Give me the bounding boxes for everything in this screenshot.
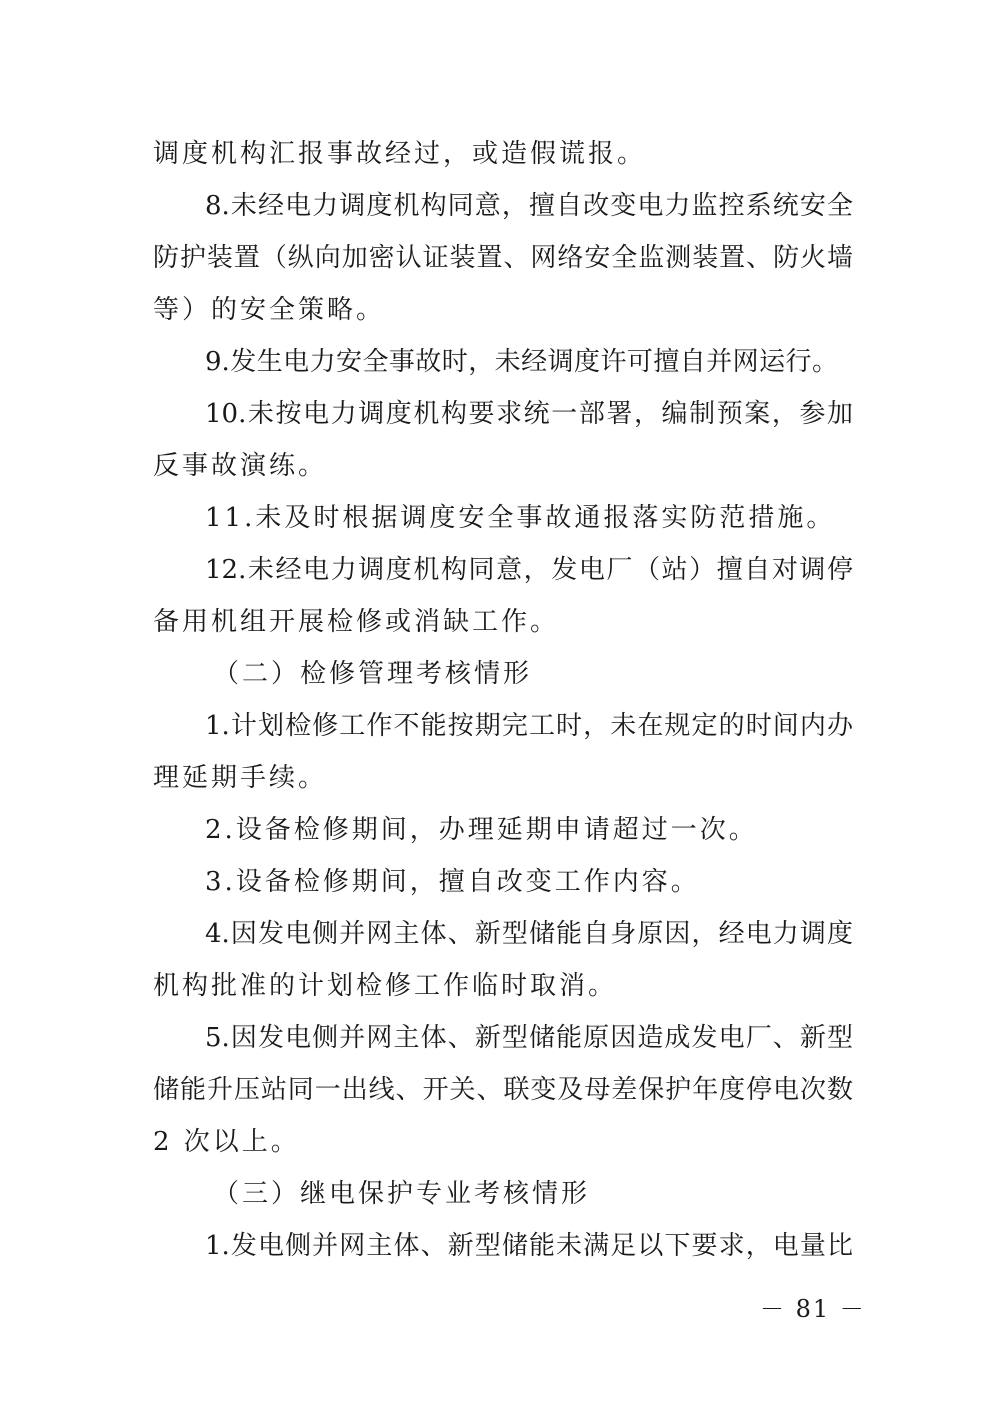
paragraph-line: 8.未经电力调度机构同意，擅自改变电力监控系统安全: [205, 191, 853, 221]
paragraph-line: 调度机构汇报事故经过，或造假谎报。: [153, 139, 647, 169]
paragraph-line: 反事故演练。: [153, 451, 328, 481]
paragraph-line: 理延期手续。: [153, 763, 328, 793]
paragraph-line: 防护装置（纵向加密认证装置、网络安全监测装置、防火墙: [153, 243, 853, 273]
paragraph-line: 10.未按电力调度机构要求统一部署，编制预案，参加: [205, 399, 853, 429]
page-number: － 81 －: [760, 1295, 866, 1323]
paragraph-line: 1.发电侧并网主体、新型储能未满足以下要求，电量比: [205, 1231, 853, 1261]
paragraph-line: 储能升压站同一出线、开关、联变及母差保护年度停电次数: [153, 1075, 853, 1105]
paragraph-line: 12.未经电力调度机构同意，发电厂（站）擅自对调停: [205, 555, 853, 585]
paragraph-line: 2.设备检修期间，办理延期申请超过一次。: [205, 815, 758, 845]
paragraph-line: 3.设备检修期间，擅自改变工作内容。: [205, 867, 700, 897]
paragraph-line: 9.发生电力安全事故时，未经调度许可擅自并网运行。: [205, 347, 838, 377]
paragraph-line: 5.因发电侧并网主体、新型储能原因造成发电厂、新型: [205, 1023, 853, 1053]
section-heading: （二）检修管理考核情形: [213, 659, 533, 689]
paragraph-line: 11.未及时根据调度安全事故通报落实防范措施。: [205, 503, 836, 533]
section-heading: （三）继电保护专业考核情形: [213, 1179, 591, 1209]
paragraph-line: 2 次以上。: [153, 1127, 300, 1157]
paragraph-line: 等）的安全策略。: [153, 295, 386, 325]
paragraph-line: 1.计划检修工作不能按期完工时，未在规定的时间内办: [205, 711, 853, 741]
paragraph-line: 备用机组开展检修或消缺工作。: [153, 607, 560, 637]
paragraph-line: 机构批准的计划检修工作临时取消。: [153, 971, 618, 1001]
paragraph-line: 4.因发电侧并网主体、新型储能自身原因，经电力调度: [205, 919, 853, 949]
